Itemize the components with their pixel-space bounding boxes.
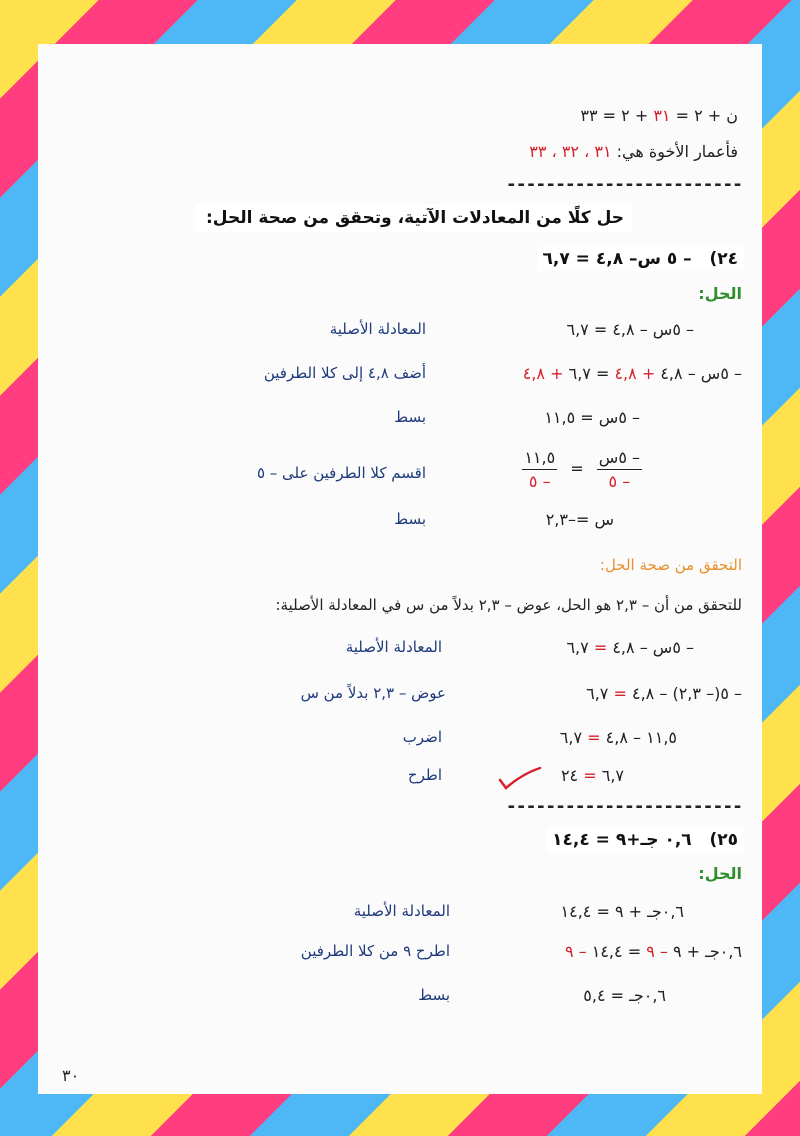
- problem-25-header: [546, 828, 744, 852]
- check-row2-b: =: [613, 684, 627, 703]
- fraction-left-num: – ٥س: [597, 448, 642, 470]
- p25-row2-note: اطرح ٩ من كلا الطرفين: [300, 942, 450, 960]
- check-row4-eq: [561, 766, 624, 785]
- p25-row2-eq: [565, 942, 742, 961]
- ages-line: [529, 142, 738, 161]
- check-row4-note: اطرح: [407, 766, 442, 784]
- p24-row1-note: المعادلة الأصلية: [329, 320, 426, 338]
- fraction-right: [522, 448, 557, 491]
- check-row1-c: ٦,٧: [566, 638, 594, 657]
- sum-line-a: ن + ٢ =: [670, 106, 738, 125]
- p25-row1-note: المعادلة الأصلية: [353, 902, 450, 920]
- problem-24-equation: – ٥ س– ٤,٨ = ٦,٧: [542, 249, 692, 269]
- check-row1-note: المعادلة الأصلية: [345, 638, 442, 656]
- fraction-right-num: ١١,٥: [522, 448, 557, 470]
- check-row3-note: اضرب: [402, 728, 442, 746]
- sum-line: [580, 106, 738, 125]
- p24-row2-eq: [523, 364, 742, 383]
- p24-row2-eq-a: – ٥س – ٤,٨: [655, 364, 742, 383]
- instruction-text: حل كلًا من المعادلات الآتية، وتحقق من صحة الحل:: [205, 208, 624, 228]
- problem-24-number: ٢٤): [709, 249, 738, 269]
- fraction-left: [597, 448, 642, 491]
- check-row2-a: – ٥(– ٢,٣) – ٤,٨: [626, 684, 742, 703]
- check-row1-eq: [566, 638, 694, 657]
- check-row2-note: عوض – ٢,٣ بدلاً من س: [300, 684, 446, 702]
- p25-row3-eq: ٠,٦جـ = ٥,٤: [583, 986, 666, 1005]
- separator-2: ------------------------: [505, 796, 742, 817]
- fraction-left-den: – ٥: [608, 472, 631, 491]
- check-intro: للتحقق من أن – ٢,٣ هو الحل، عوض – ٢,٣ بدلاً من س في المعادلة الأصلية:: [275, 596, 742, 614]
- p25-row2-eq-b: – ٩: [646, 942, 668, 961]
- check-row3-c: ٦,٧: [559, 728, 588, 747]
- problem-24-header: [537, 247, 744, 271]
- p25-row2-eq-a: ٠,٦جـ + ٩: [667, 942, 742, 961]
- check-row3-b: =: [587, 728, 601, 747]
- problem-25-number: ٢٥): [709, 830, 738, 850]
- checkmark-icon: [496, 766, 544, 792]
- page-number: ٣٠: [62, 1066, 80, 1085]
- p25-row2-eq-c: = ١٤,٤: [586, 942, 647, 961]
- worksheet-page: [38, 44, 762, 1094]
- instruction-box: [196, 204, 632, 232]
- p24-row3-note: بسط: [394, 408, 426, 426]
- check-row3-a: ١١,٥ – ٤,٨: [600, 728, 677, 747]
- problem-25-equation: ٠,٦ جـ+٩ = ١٤,٤: [552, 830, 692, 850]
- check-row4-b: =: [583, 766, 597, 785]
- p24-row4-fraction: [522, 448, 642, 491]
- check-row4-c: ٢٤: [560, 766, 584, 785]
- solution-label-25: الحل:: [698, 864, 742, 883]
- p24-row2-eq-b: + ٤,٨: [614, 364, 656, 383]
- p25-row3-note: بسط: [418, 986, 450, 1004]
- check-row1-b: =: [593, 638, 608, 657]
- p24-row1-eq: – ٥س – ٤,٨ = ٦,٧: [566, 320, 694, 339]
- check-title: التحقق من صحة الحل:: [599, 556, 742, 574]
- p24-row3-eq: – ٥س = ١١,٥: [544, 408, 640, 427]
- solution-label-24: الحل:: [698, 284, 742, 303]
- p24-row5-note: بسط: [394, 510, 426, 528]
- p24-row2-eq-c: = ٦,٧: [563, 364, 615, 383]
- check-row4-a: ٦,٧: [596, 766, 624, 785]
- p24-row5-eq: س =–٢,٣: [545, 510, 614, 529]
- fraction-equals: =: [570, 459, 584, 478]
- check-row3-eq: [560, 728, 677, 747]
- sum-line-b: ٣١: [653, 106, 671, 125]
- check-row2-eq: [586, 684, 742, 703]
- check-row1-a: – ٥س – ٤,٨: [607, 638, 694, 657]
- p24-row4-note: اقسم كلا الطرفين على – ٥: [256, 464, 426, 482]
- p24-row2-note: أضف ٤,٨ إلى كلا الطرفين: [263, 364, 426, 382]
- ages-values: ٣١ ، ٣٢ ، ٣٣: [529, 142, 612, 161]
- p25-row1-eq: ٠,٦جـ + ٩ = ١٤,٤: [560, 902, 684, 921]
- sum-line-c: + ٢ = ٣٣: [580, 106, 654, 125]
- ages-label: فأعمار الأخوة هي:: [611, 142, 738, 161]
- fraction-right-den: – ٥: [528, 472, 551, 491]
- separator-1: ------------------------: [505, 174, 742, 195]
- p24-row2-eq-d: + ٤,٨: [522, 364, 564, 383]
- p25-row2-eq-d: – ٩: [564, 942, 587, 961]
- check-row2-c: ٦,٧: [586, 684, 614, 703]
